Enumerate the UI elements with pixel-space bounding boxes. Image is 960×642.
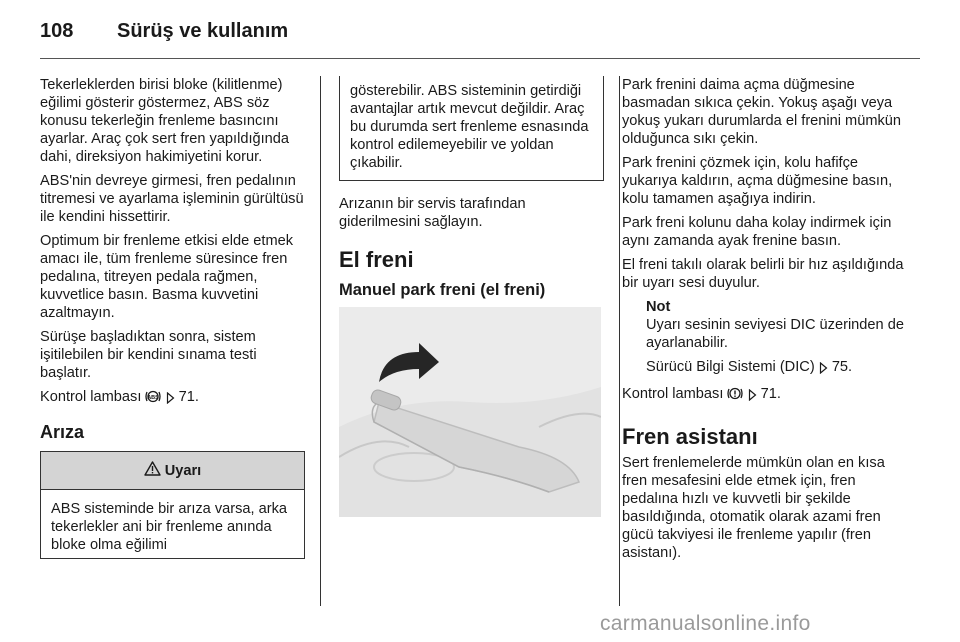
- paragraph: ABS'nin devreye girmesi, fren pedalının titremesi ve ayarlama işleminin gürültüsü ile kendini hissettirir.: [40, 173, 304, 225]
- heading-fren-asistani: Fren asistanı: [622, 424, 758, 449]
- note-title: Not: [646, 299, 671, 315]
- warning-text: ABS sisteminde bir arıza varsa, arka tekerlekler ani bir frenleme anında bloke olma eğilimi: [51, 501, 288, 553]
- paragraph: Sürüşe başladıktan sonra, sistem işitilebilen bir kendini sınama testi başlatır.: [40, 329, 257, 381]
- section-title: Sürüş ve kullanım: [117, 20, 289, 42]
- warning-box: [40, 451, 305, 559]
- text: Sürücü Bilgi Sistemi (DIC): [646, 359, 815, 375]
- paragraph: [40, 388, 305, 409]
- handbrake-photo: [339, 307, 601, 517]
- paragraph: Park frenini çözmek için, kolu hafifçe yukarıya kaldırın, açma düğmesine basın, kolu tamamen aşağıya indirin.: [622, 155, 893, 207]
- paragraph: Park frenini daima açma düğmesine basmadan sıkıca çekin. Yokuş aşağı veya yokuş yukarı durumlarda el frenini mümkün olduğunca sıkı çekin.: [622, 77, 902, 147]
- warning-box-continued: [339, 76, 604, 181]
- heading-el-freni: El freni: [339, 247, 414, 272]
- column-divider-1: [320, 76, 321, 606]
- paragraph: Sert frenlemelerde mümkün olan en kısa fren mesafesini elde etmek için, fren pedalına hızlı ve kuvvetli bir şekilde basıldığında, otomatik olarak azami fren gücü takviyesi ile frenleme yapılır (fren asistanı).: [622, 455, 885, 561]
- text: Kontrol lambası: [622, 386, 724, 402]
- column-2: [339, 76, 604, 517]
- page-reference-icon: [819, 361, 828, 379]
- header-rule: [40, 58, 920, 59]
- paragraph: [622, 385, 912, 406]
- page-reference[interactable]: 75.: [831, 359, 853, 375]
- warning-body: [41, 490, 304, 558]
- text: Kontrol lambası: [40, 389, 142, 405]
- page-number: 108: [40, 20, 74, 42]
- warning-title: Uyarı: [164, 462, 202, 479]
- note-block: [622, 298, 912, 379]
- paragraph: Optimum bir frenleme etkisi elde etmek amacı ile, tüm frenleme süresince fren pedalına, titreyen pedala rağmen, kuvvetlice basın. Basma kuvvetini azaltmayın.: [40, 233, 294, 321]
- page-header: [40, 16, 920, 50]
- paragraph: Tekerleklerden birisi bloke (kilitlenme) eğilimi gösterir göstermez, ABS söz konusu tekerleğin frenleme basıncını ayarlar. Araç çok sert fren yapıldığında dahi, direksiyon hakimiyetini korur.: [40, 77, 290, 165]
- paragraph: El freni takılı olarak belirli bir hız aşıldığında bir uyarı sesi duyulur.: [622, 257, 904, 291]
- paragraph: Park freni kolunu daha kolay indirmek için aynı zamanda ayak frenine basın.: [622, 215, 892, 249]
- warning-header: [41, 451, 304, 490]
- watermark-text: carmanualsonline.info: [600, 612, 811, 635]
- abs-warning-lamp-icon: [145, 389, 161, 409]
- svg-text:ABS: ABS: [147, 394, 160, 401]
- warning-triangle-icon: [144, 461, 161, 481]
- subheading-manuel-park-freni: Manuel park freni (el freni): [339, 281, 546, 299]
- page-reference[interactable]: 71.: [760, 386, 781, 402]
- page-reference-icon: [166, 391, 175, 409]
- heading-ariza: Arıza: [40, 422, 85, 442]
- page-reference-icon: [748, 388, 757, 406]
- column-divider-2: [619, 76, 620, 606]
- page-reference[interactable]: 71.: [178, 389, 199, 405]
- paragraph: Arızanın bir servis tarafından giderilmesini sağlayın.: [339, 196, 526, 230]
- brake-warning-lamp-icon: [727, 386, 743, 406]
- warning-text: gösterebilir. ABS sisteminin getirdiği avantajlar artık mevcut değildir. Araç bu durumda sert frenleme esnasında kontrol edilemeyebilir ve yoldan çıkabilir.: [350, 83, 589, 171]
- column-3: [622, 76, 912, 568]
- column-1: [40, 76, 305, 559]
- note-text: [646, 358, 912, 379]
- note-text: Uyarı sesinin seviyesi DIC üzerinden de ayarlanabilir.: [646, 317, 904, 351]
